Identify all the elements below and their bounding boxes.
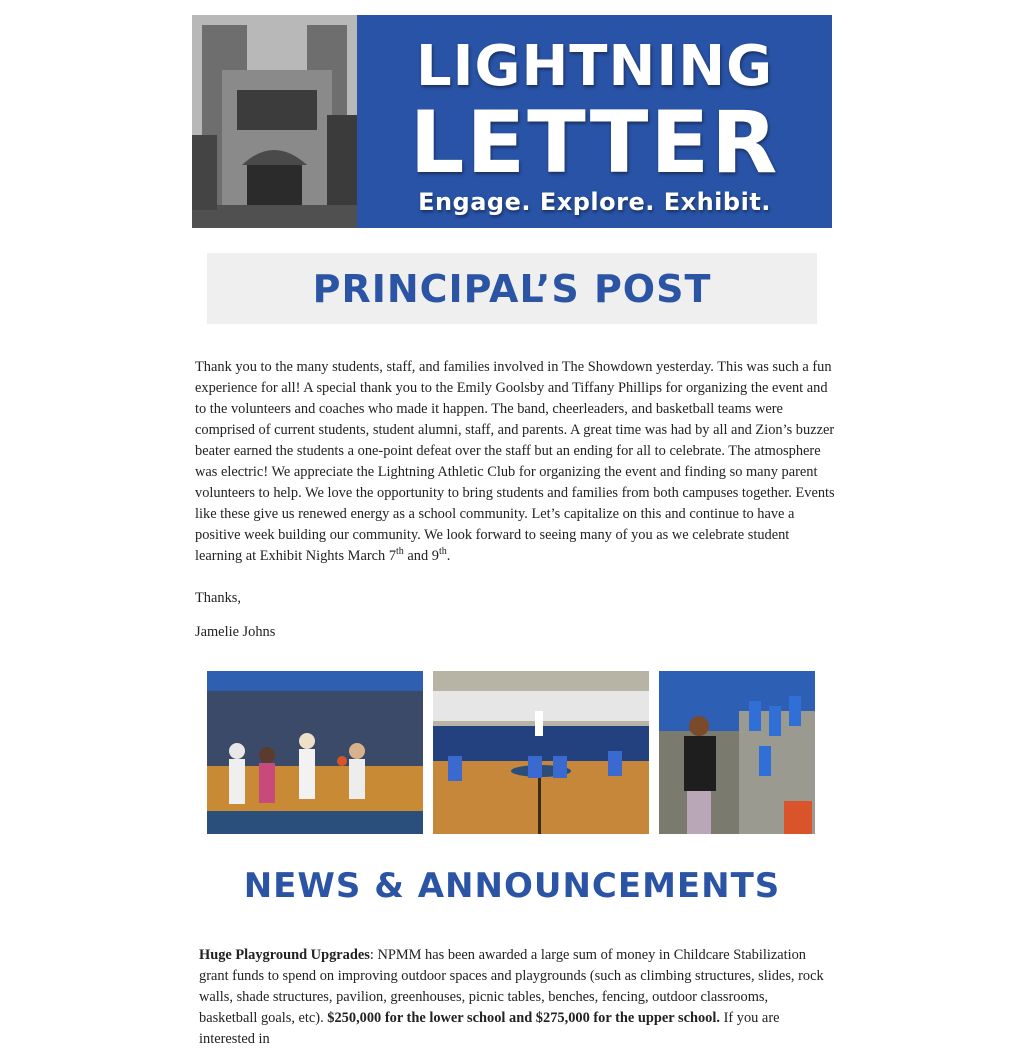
news-item-text-b: If you are interested in — [199, 1010, 780, 1047]
news-item-playground — [199, 945, 829, 1050]
school-building-photo — [192, 15, 357, 228]
letter-paragraph — [195, 357, 835, 567]
banner-title-line1: LIGHTNING — [415, 34, 774, 99]
news-item-title: Huge Playground Upgrades — [199, 947, 370, 963]
news-item-text-a: : NPMM has been awarded a large sum of money in Childcare Stabilization grant funds to spend on improving outdoor spaces and playgrounds (such as climbing structures, slides, rock walls, shade structures, pavilion, greenhouses, picnic tables, benches, fencing, outdoor classrooms, basketball goals, etc). — [199, 947, 824, 1026]
photo-band-bleachers — [659, 671, 815, 834]
principals-post-title: PRINCIPAL’S POST — [312, 267, 712, 311]
letter-body: Thank you to the many students, staff, and families involved in The Showdown yesterday. This was such a fun experience for all! A special thank you to the Emily Goolsby and Tiffany Phillips for organizing the event and to the volunteers and coaches who made it happen. The band, cheerleaders, and basketball teams were comprised of current students, student alumni, staff, and parents. A great time was had by all and Zion’s buzzer beater earned the students a one-point defeat over the staff but an ending for all to celebrate. The atmosphere was electric! We appreciate the Lightning Athletic Club for organizing the event and finding so many parent volunteers to help. We love the opportunity to bring students and families from both campuses together. Events like these give us renewed energy as a school community. Let’s capitalize on this and continue to have a positive week building our community. We look forward to seeing many of you as we celebrate student learning at Exhibit Nights March 7 — [195, 359, 835, 564]
letter-and-text: and 9 — [403, 548, 439, 564]
banner-tagline: Engage. Explore. Exhibit. — [418, 188, 771, 216]
superscript-th-2: th — [438, 546, 447, 558]
banner-title-line2: LETTER — [409, 93, 780, 193]
newsletter-banner — [192, 15, 832, 228]
photo-basketball-game — [207, 671, 423, 834]
superscript-th-1: th — [396, 546, 404, 558]
photo-gym-cheer — [433, 671, 649, 834]
letter-period: . — [446, 548, 451, 564]
news-item-amounts: $250,000 for the lower school and $275,000 for the upper school. — [327, 1010, 720, 1026]
principal-letter — [195, 357, 835, 567]
letter-signature: Jamelie Johns — [195, 624, 276, 640]
letter-closing: Thanks, — [195, 590, 241, 606]
principals-post-header — [207, 253, 817, 324]
news-announcements-title: NEWS & ANNOUNCEMENTS — [243, 866, 781, 906]
